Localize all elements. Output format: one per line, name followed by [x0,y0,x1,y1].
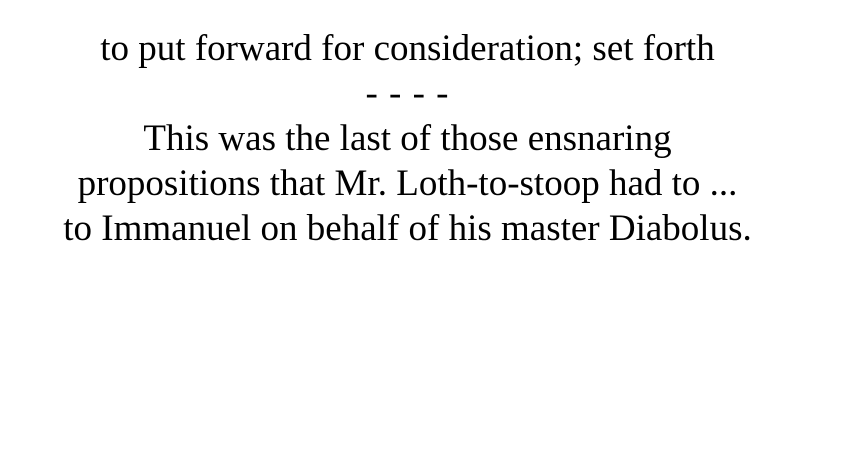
example-sentence-line: propositions that Mr. Loth-to-stoop had to ... [77,163,738,204]
example-sentence-line: This was the last of those ensnaring [143,118,672,159]
separator-dashes: - - - - [365,73,450,114]
definition-text: to put forward for consideration; set forth [100,28,715,69]
example-sentence-line: to Immanuel on behalf of his master Diabolus. [63,208,752,249]
